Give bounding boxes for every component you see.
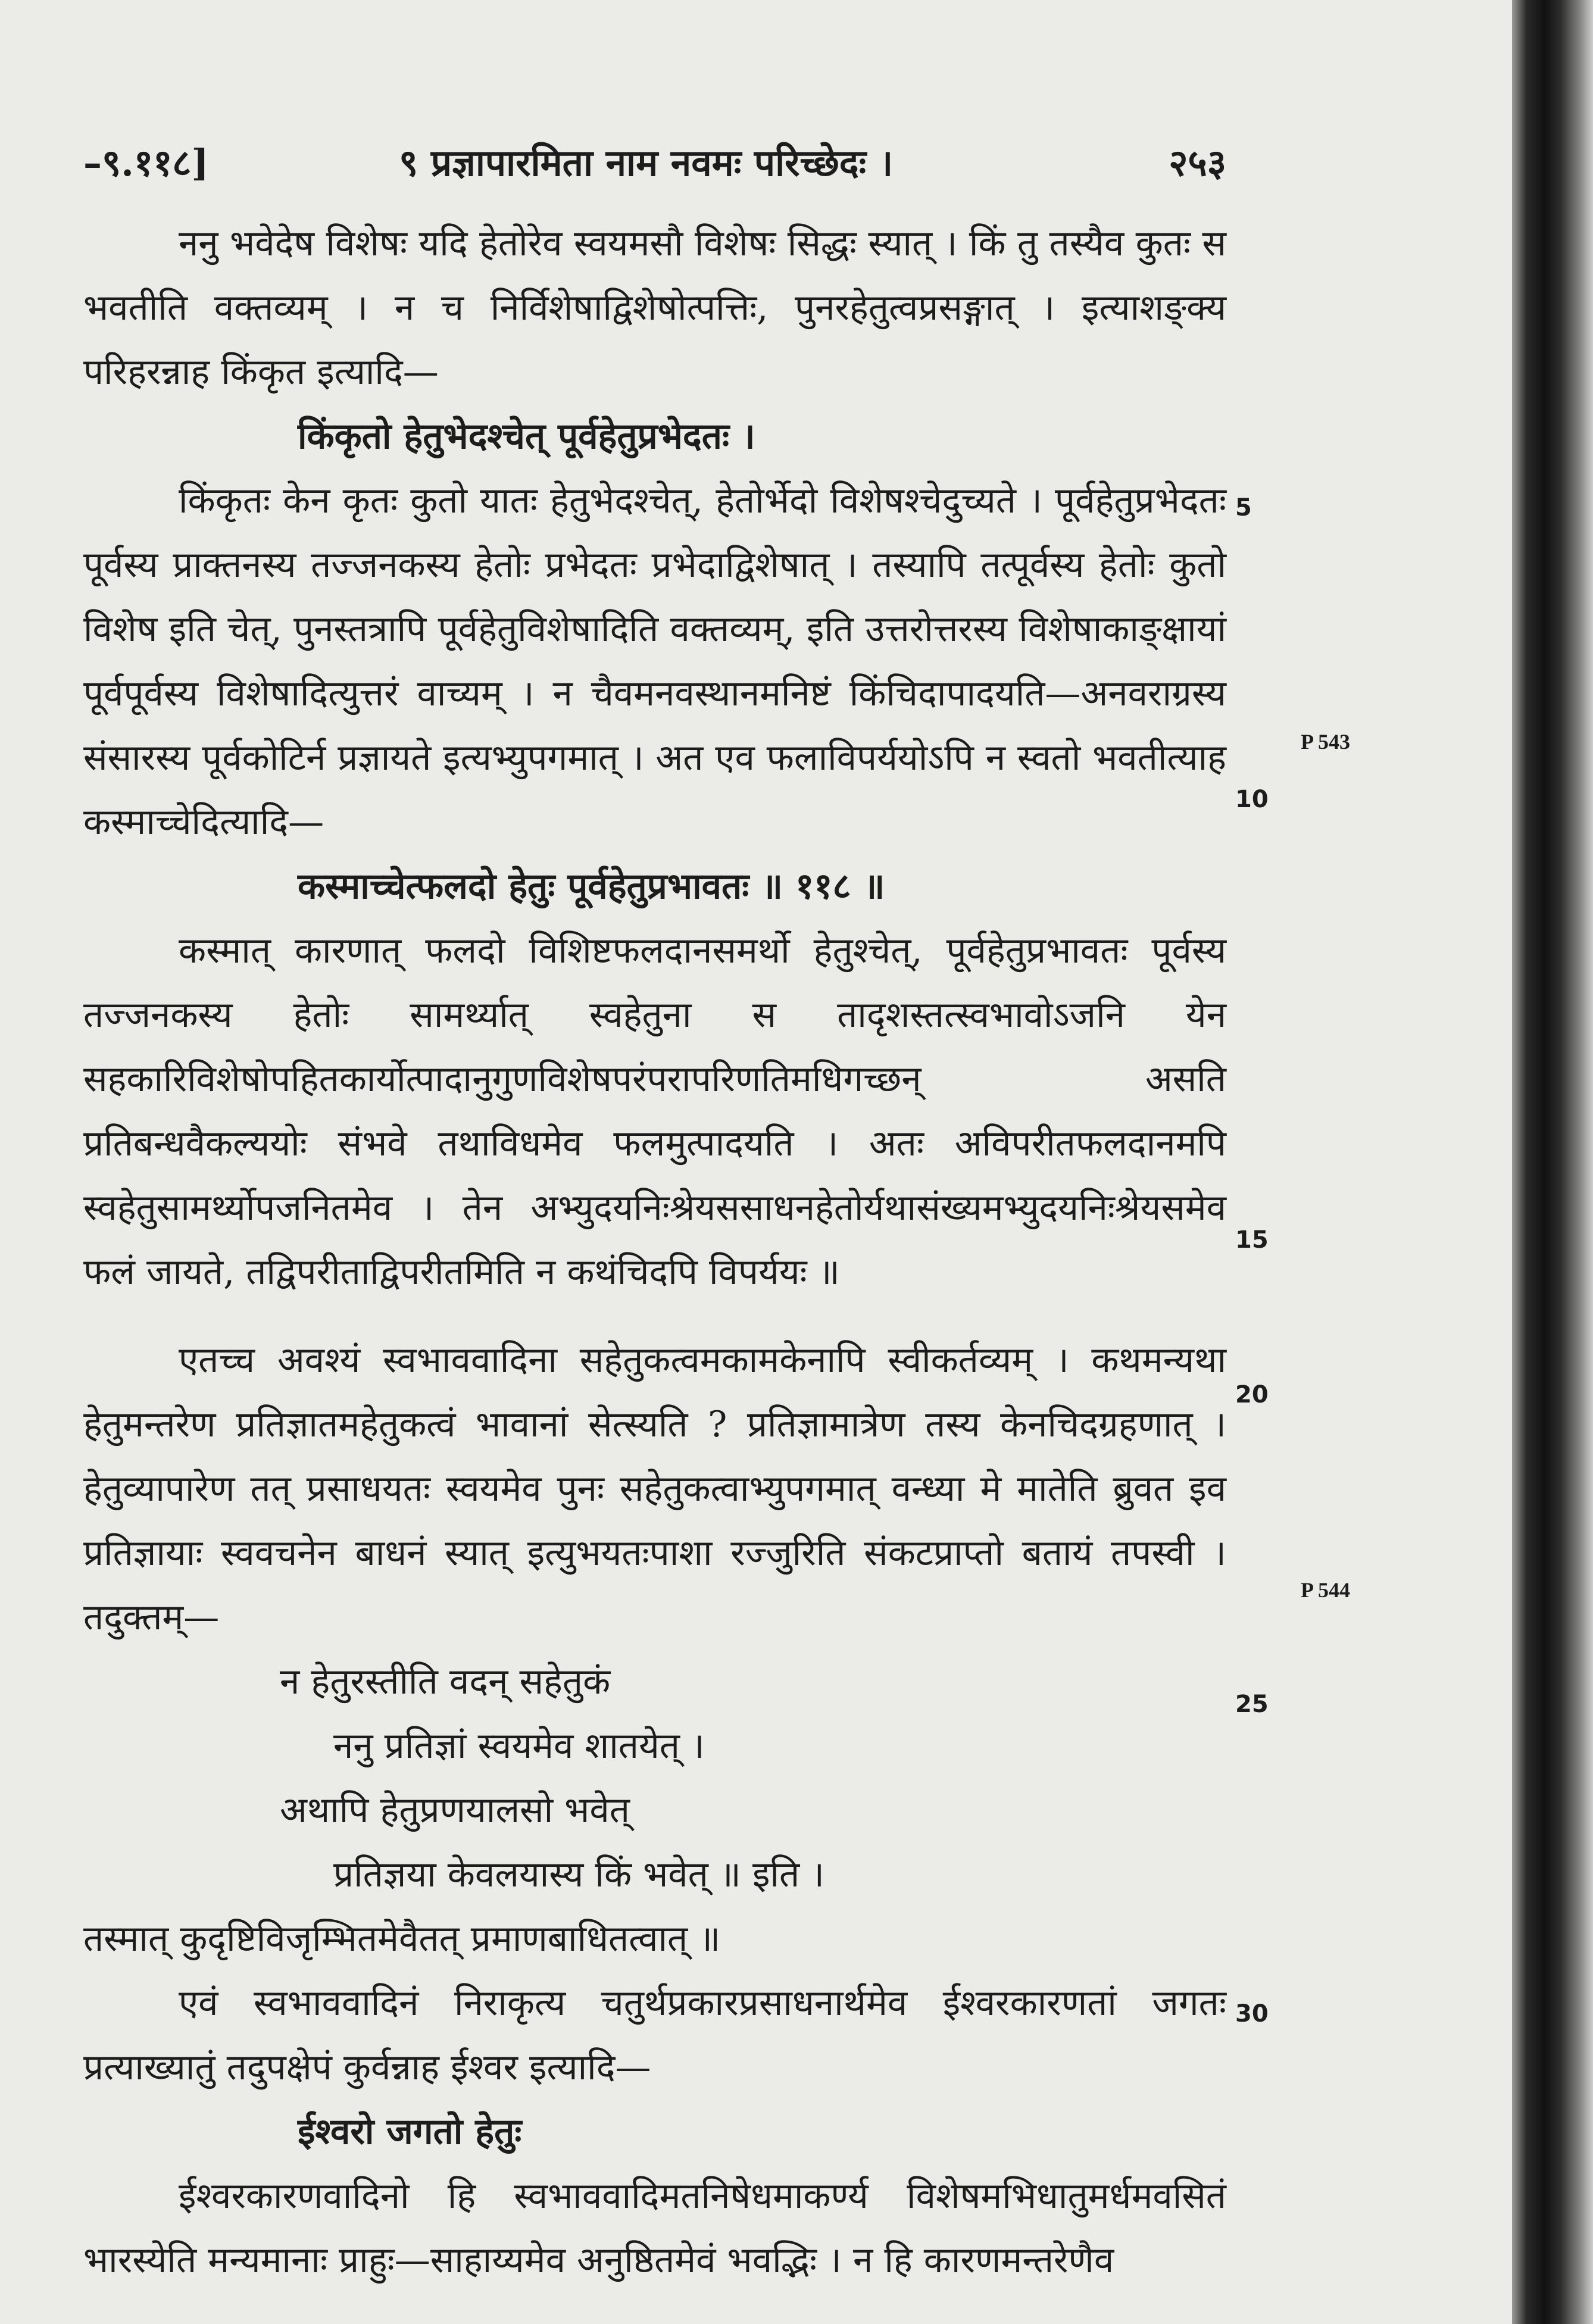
line-number: 30 bbox=[1235, 2000, 1269, 2028]
quoted-verse-line: अथापि हेतुप्रणयालसो भवेत् bbox=[280, 1789, 630, 1831]
header-chapter-title: ९ प्रज्ञापारमिता नाम नवमः परिच्छेदः । bbox=[399, 141, 894, 185]
line-number: 15 bbox=[1235, 1226, 1269, 1254]
quoted-verse-line: प्रतिज्ञया केवलयास्य किं भवेत् ॥ इति । bbox=[333, 1854, 824, 1895]
quoted-verse-line: न हेतुरस्तीति वदन् सहेतुकं bbox=[280, 1661, 611, 1703]
running-header bbox=[83, 125, 1226, 196]
paragraph: कस्मात् कारणात् फलदो विशिष्टफलदानसमर्थो हेतुश्चेत्, पूर्वहेतुप्रभावतः पूर्वस्य तज्जनकस्य हेतोः सामर्थ्यात् स्वहेतुना स तादृशस्तत्स्वभावोऽजनि येन सहकारिविशेषोपहितकार्योत्पादानुगुणविशेषपरंपरापरिणतिमधिगच्छन् असति प्रतिबन्धवैकल्ययोः संभवे तथाविधमेव फलमुत्पादयति । अतः अविपरीतफलदानमपि स्वहेतुसामर्थ्योपजनितमेव । तेन अभ्युदयनिःश्रेयससाधनहेतोर्यथासंख्यमभ्युदयनिःश्रेयसमेव फलं जायते, तद्विपरीताद्विपरीतमिति न कथंचिदपि विपर्ययः ॥ bbox=[83, 930, 1226, 1293]
book-spine-shadow bbox=[1512, 0, 1593, 2324]
verse-line: कस्माच्चेत्फलदो हेतुः पूर्वहेतुप्रभावतः ॥ ११८ ॥ bbox=[298, 866, 885, 907]
paragraph: एतच्च अवश्यं स्वभाववादिना सहेतुकत्वमकामकेनापि स्वीकर्तव्यम् । कथमन्यथा हेतुमन्तरेण प्रतिज्ञातमहेतुकत्वं भावानां सेत्स्यति ? प्रतिज्ञामात्रेण तस्य केनचिदग्रहणात् । हेतुव्यापारेण तत् प्रसाधयतः स्वयमेव पुनः सहेतुकत्वाभ्युपगमात् वन्ध्या मे मातेति ब्रुवत इव प्रतिज्ञायाः स्ववचनेन बाधनं स्यात् इत्युभयतःपाशा रज्जुरिति संकटप्राप्तो बतायं तपस्वी । तदुक्तम्— bbox=[83, 1339, 1226, 1638]
paragraph: ईश्वरकारणवादिनो हि स्वभाववादिमतनिषेधमाकर्ण्य विशेषमभिधातुमर्धमवसितं भारस्येति मन्यमानाः प्राहुः—साहाय्यमेव अनुष्ठितमेवं भवद्भिः । न हि कारणमन्तरेणैव bbox=[83, 2175, 1226, 2281]
quoted-verse-line: ननु प्रतिज्ञां स्वयमेव शातयेत् । bbox=[333, 1725, 705, 1767]
line-number: 20 bbox=[1235, 1381, 1269, 1408]
page-reference: P 544 bbox=[1301, 1578, 1351, 1602]
page-reference: P 543 bbox=[1301, 730, 1351, 754]
line-number: 5 bbox=[1235, 494, 1252, 521]
header-verse-range: –९.११८] bbox=[83, 141, 209, 185]
main-text bbox=[83, 211, 1226, 2292]
paragraph: किंकृतः केन कृतः कुतो यातः हेतुभेदश्चेत्, हेतोर्भेदो विशेषश्चेदुच्यते । पूर्वहेतुप्रभेदतः पूर्वस्य प्राक्तनस्य तज्जनकस्य हेतोः प्रभेदतः प्रभेदाद्विशेषात् । तस्यापि तत्पूर्वस्य हेतोः कुतो विशेष इति चेत्, पुनस्तत्रापि पूर्वहेतुविशेषादिति वक्तव्यम्, इति उत्तरोत्तरस्य विशेषाकाङ्क्षायां पूर्वपूर्वस्य विशेषादित्युत्तरं वाच्यम् । न चैवमनवस्थानमनिष्टं किंचिदापादयति—अनवराग्रस्य संसारस्य पूर्वकोटिर्न प्रज्ञायते इत्यभ्युपगमात् । अत एव फलाविपर्ययोऽपि न स्वतो भवतीत्याह कस्माच्चेदित्यादि— bbox=[83, 480, 1226, 843]
line-number: 25 bbox=[1235, 1691, 1269, 1718]
line-number: 10 bbox=[1235, 786, 1269, 813]
paragraph: तस्मात् कुदृष्टिविजृम्भितमेवैतत् प्रमाणबाधितत्वात् ॥ bbox=[83, 1918, 721, 1960]
header-page-number: २५३ bbox=[1169, 141, 1226, 185]
verse-line: ईश्वरो जगतो हेतुः bbox=[298, 2111, 522, 2153]
paragraph-gap bbox=[83, 1304, 1226, 1328]
verse-line: किंकृतो हेतुभेदश्चेत् पूर्वहेतुप्रभेदतः । bbox=[298, 416, 755, 457]
paragraph: ननु भवेदेष विशेषः यदि हेतोरेव स्वयमसौ विशेषः सिद्धः स्यात् । किं तु तस्यैव कुतः स भवतीति वक्तव्यम् । न च निर्विशेषाद्विशेषोत्पत्तिः, पुनरहेतुत्वप्रसङ्गात् । इत्याशङ्क्य परिहरन्नाह किंकृत इत्यादि— bbox=[83, 223, 1226, 393]
paragraph: एवं स्वभाववादिनं निराकृत्य चतुर्थप्रकारप्रसाधनार्थमेव ईश्वरकारणतां जगतः प्रत्याख्यातुं तदुपक्षेपं कुर्वन्नाह ईश्वर इत्यादि— bbox=[83, 1982, 1226, 2088]
